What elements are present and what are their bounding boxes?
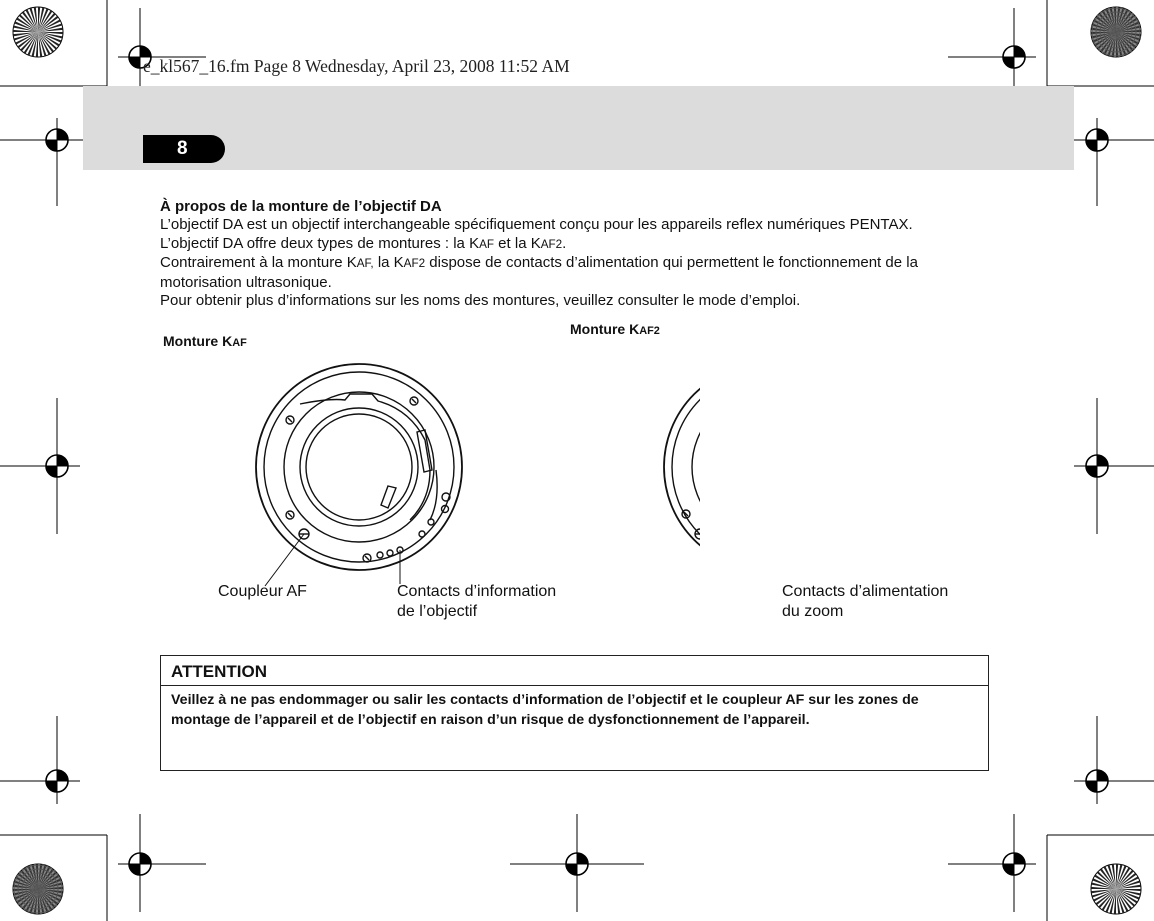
starburst-bottom-right [1091, 864, 1141, 914]
callout-info-contacts-line1: Contacts d’information [397, 583, 557, 600]
starburst-bottom-left [13, 864, 63, 914]
paragraph-1-text: L’objectif DA est un objectif interchangeable spécifiquement conçu pour les appareils reflex numériques PENTAX. [160, 216, 913, 233]
page-number: 8 [177, 138, 188, 159]
callout-info-contacts-line2: de l’objectif [397, 603, 478, 620]
figure-kaf-label-small: AF [232, 337, 247, 349]
paragraph-3-text-c: dispose de contacts d’alimentation qui permettent le fonctionnement de la motorisation ultrasonique. [160, 254, 918, 291]
figure-kaf-label [163, 333, 247, 349]
notice-divider [161, 685, 988, 686]
callout-power-contacts-line1: Contacts d’alimentation [782, 583, 949, 600]
notice-text: Veillez à ne pas endommager ou salir les contacts d’information de l’objectif et le coupleur AF sur les zones de montage de l’appareil et de l’objectif en raison d’un risque de dysfonctionnement de l’appareil. [171, 692, 919, 728]
section-body [160, 216, 990, 311]
paragraph-2-text-a: L’objectif DA offre deux types de montures : la K [160, 234, 480, 252]
paragraph-3-text-a: Contrairement à la monture K [160, 254, 357, 272]
attention-notice [160, 655, 989, 771]
paragraph-2 [160, 235, 990, 255]
kaf-mount-drawing [256, 364, 462, 570]
paragraph-3-text-b: la K [373, 254, 404, 272]
figure-kaf-label-main: Monture K [163, 333, 233, 349]
mount-kaf2-small: AF2 [403, 257, 426, 271]
figure-kaf2-label-main: Monture K [570, 321, 640, 337]
callout-coupler-af [218, 582, 307, 602]
paragraph-1 [160, 216, 990, 235]
page-number-tab [143, 135, 225, 163]
mount-kaf-small: AF [479, 237, 495, 251]
paragraph-2-text-c: . [562, 234, 567, 252]
callout-power-contacts [782, 582, 948, 622]
section-title: À propos de la monture de l’objectif DA [160, 198, 442, 215]
notice-title: ATTENTION [171, 662, 268, 681]
file-info-header: e_kl567_16.fm Page 8 Wednesday, April 23, 2008 11:52 AM [143, 56, 570, 76]
lens-mount-drawings [240, 340, 700, 600]
callout-power-contacts-line2: du zoom [782, 603, 844, 620]
callout-coupler-af-text: Coupleur AF [218, 583, 307, 600]
paragraph-2-text-b: et la K [494, 234, 541, 252]
page-header-band [83, 86, 1074, 170]
paragraph-4-text: Pour obtenir plus d’informations sur les noms des montures, veuillez consulter le mode d’emploi. [160, 292, 801, 310]
paragraph-4 [160, 292, 990, 311]
callout-info-contacts [397, 582, 556, 622]
starburst-top-right [1091, 7, 1141, 57]
paragraph-3 [160, 254, 990, 292]
mount-kaf2-small: AF2 [540, 237, 563, 251]
mount-kaf-small: AF, [356, 257, 374, 271]
kaf2-mount-drawing [664, 364, 700, 570]
leader-coupler [265, 534, 304, 586]
figure-kaf2-label-small: AF2 [639, 325, 660, 337]
starburst-top-left [13, 7, 63, 57]
figure-kaf2-label [570, 321, 660, 337]
